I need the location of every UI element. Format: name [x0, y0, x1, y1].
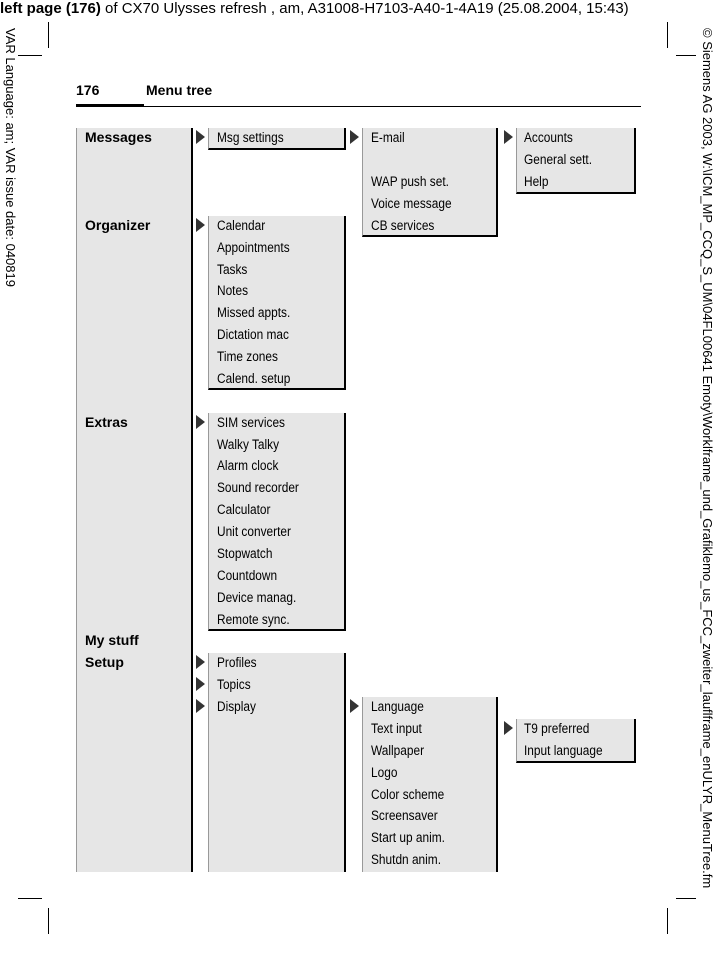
menu-item[interactable]: Tasks: [217, 262, 248, 277]
crop-mark: [18, 898, 42, 899]
menu-item[interactable]: WAP push set.: [371, 174, 449, 189]
menu-item[interactable]: Device manag.: [217, 590, 297, 605]
menu-item[interactable]: Accounts: [524, 130, 573, 145]
arrow-right-icon: [196, 218, 205, 232]
menu-item[interactable]: Help: [524, 174, 549, 189]
arrow-right-icon: [504, 721, 513, 735]
crop-mark: [676, 55, 696, 56]
menu-item[interactable]: Color scheme: [371, 787, 445, 802]
crop-mark: [676, 898, 696, 899]
side-right-text: © Siemens AG 2003, W:\ICM_MP_CCQ_S_UM\04FL00641 Emoty\Worklframe_und_Grafiklemo_us_FCC_zweiter_lauflframe_enULYR_MenuTree.fm: [700, 28, 715, 889]
menu-item[interactable]: Dictation mac: [217, 327, 289, 342]
menu-item[interactable]: Calend. setup: [217, 371, 291, 386]
arrow-right-icon: [350, 130, 359, 144]
menu-item[interactable]: Start up anim.: [371, 830, 445, 845]
page-number: 176: [76, 82, 100, 98]
menu-item[interactable]: Shutdn anim.: [371, 852, 442, 867]
menu-item[interactable]: Countdown: [217, 568, 278, 583]
arrow-right-icon: [504, 130, 513, 144]
menu-item[interactable]: Time zones: [217, 349, 278, 364]
menu-item[interactable]: Stopwatch: [217, 546, 273, 561]
menu-item[interactable]: Wallpaper: [371, 743, 425, 758]
menu-item[interactable]: Logo: [371, 765, 398, 780]
arrow-right-icon: [196, 655, 205, 669]
menu-item[interactable]: Calendar: [217, 218, 266, 233]
header-line-prefix: left page (176): [0, 0, 101, 17]
menu-extras[interactable]: Extras: [85, 414, 128, 430]
page-title: Menu tree: [146, 82, 213, 98]
menu-setup[interactable]: Setup: [85, 654, 124, 670]
menu-item[interactable]: Profiles: [217, 655, 257, 670]
side-left-note: [0, 28, 18, 328]
menu-item[interactable]: CB services: [371, 218, 435, 233]
header-rule: [76, 106, 641, 107]
menu-item[interactable]: Walky Talky: [217, 437, 280, 452]
arrow-right-icon: [350, 699, 359, 713]
menu-item[interactable]: Calculator: [217, 502, 271, 517]
crop-mark: [667, 22, 668, 48]
arrow-right-icon: [196, 699, 205, 713]
menu-item[interactable]: Missed appts.: [217, 305, 291, 320]
menu-item[interactable]: Alarm clock: [217, 458, 279, 473]
menu-item[interactable]: T9 preferred: [524, 721, 590, 736]
menu-item[interactable]: Language: [371, 699, 424, 714]
side-right-note: [697, 28, 715, 958]
menu-item[interactable]: Msg settings: [217, 130, 284, 145]
menu-item[interactable]: Unit converter: [217, 524, 291, 539]
crop-mark: [48, 908, 49, 934]
crop-mark: [48, 22, 49, 48]
menu-organizer[interactable]: Organizer: [85, 217, 151, 233]
menu-item[interactable]: General sett.: [524, 152, 593, 167]
menu-my-stuff[interactable]: My stuff: [85, 632, 139, 648]
crop-mark: [18, 55, 42, 56]
menu-item[interactable]: Sound recorder: [217, 480, 299, 495]
header-line: [0, 0, 629, 17]
menu-item[interactable]: Voice message: [371, 196, 452, 211]
menu-item[interactable]: Remote sync.: [217, 612, 290, 627]
arrow-right-icon: [196, 415, 205, 429]
menu-item[interactable]: E-mail: [371, 130, 405, 145]
side-left-text: VAR Language: am; VAR issue date: 040819: [3, 28, 18, 287]
crop-mark: [667, 908, 668, 934]
menu-item[interactable]: Appointments: [217, 240, 290, 255]
menu-messages[interactable]: Messages: [85, 129, 152, 145]
arrow-right-icon: [196, 677, 205, 691]
header-line-rest: of CX70 Ulysses refresh , am, A31008-H7103-A40-1-4A19 (25.08.2004, 15:43): [100, 0, 629, 17]
menu-item[interactable]: Display: [217, 699, 256, 714]
menu-item[interactable]: Text input: [371, 721, 422, 736]
menu-item[interactable]: SIM services: [217, 415, 285, 430]
menu-item[interactable]: Screensaver: [371, 808, 438, 823]
menu-item[interactable]: Topics: [217, 677, 251, 692]
menu-item[interactable]: Input language: [524, 743, 603, 758]
main-menu-column: [76, 128, 193, 872]
menu-item[interactable]: Notes: [217, 283, 249, 298]
arrow-right-icon: [196, 130, 205, 144]
